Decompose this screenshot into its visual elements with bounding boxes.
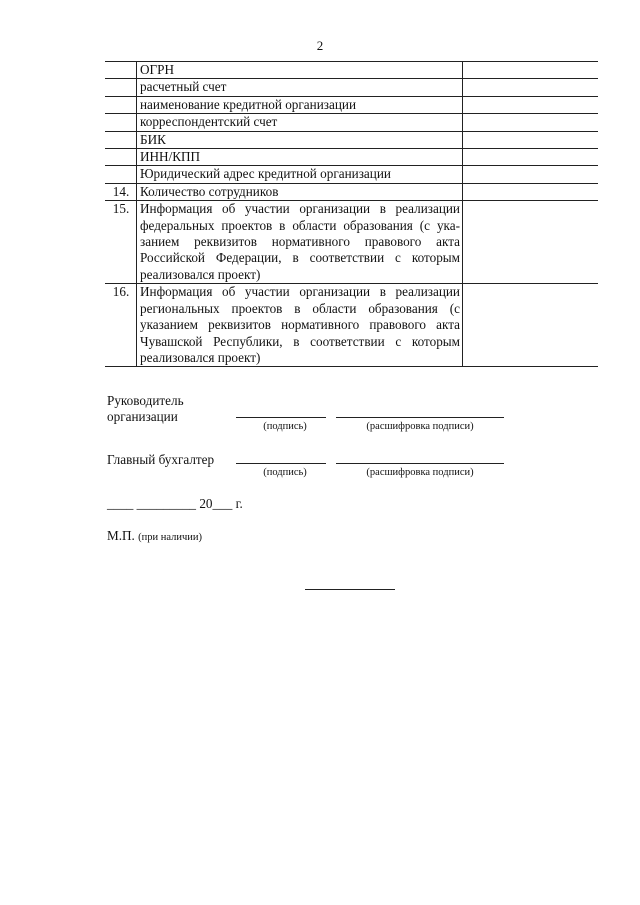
stamp-block [107, 528, 202, 544]
row-value-cell[interactable] [463, 149, 599, 166]
head-label-line1: Руководитель [107, 393, 184, 408]
accountant-decoding-line[interactable] [336, 463, 504, 464]
table-row [105, 62, 598, 79]
stamp-note: (при наличии) [138, 532, 202, 543]
row-value-cell[interactable] [463, 79, 599, 96]
accountant-signature-caption: (подпись) [263, 467, 307, 478]
organization-info-table [105, 61, 598, 367]
table-row [105, 96, 598, 113]
row-number [105, 114, 137, 131]
table-row [105, 284, 598, 367]
accountant-label: Главный бухгалтер [107, 452, 215, 467]
row-number [105, 149, 137, 166]
row-value-cell[interactable] [463, 284, 599, 367]
row-number: 15. [105, 201, 137, 284]
end-divider [305, 589, 395, 590]
row-label: корреспондентский счет [137, 114, 463, 131]
accountant-decoding-caption: (расшифровка подписи) [366, 467, 474, 478]
accountant-signature-line[interactable] [236, 463, 326, 464]
table-row [105, 201, 598, 284]
row-label: ОГРН [137, 62, 463, 79]
row-value-cell[interactable] [463, 131, 599, 148]
row-value-cell[interactable] [463, 183, 599, 200]
row-label: Количество сотрудников [137, 183, 463, 200]
row-value-cell[interactable] [463, 201, 599, 284]
row-label: наименование кредитной организации [137, 96, 463, 113]
head-decoding-line[interactable] [336, 417, 504, 418]
row-number: 16. [105, 284, 137, 367]
row-label: Юридический адрес кредитной организации [137, 166, 463, 183]
row-number [105, 166, 137, 183]
row-number [105, 131, 137, 148]
row-label: Информация об участии организации в реализации региональных проектов в области образования (с указанием реквизитов нормативного правового акта Чувашской Республики, в соответствии с которым реализовался проект) [137, 284, 463, 367]
table-row [105, 183, 598, 200]
row-value-cell[interactable] [463, 166, 599, 183]
row-value-cell[interactable] [463, 96, 599, 113]
row-label: БИК [137, 131, 463, 148]
table-row [105, 131, 598, 148]
date-field[interactable]: ____ _________ 20___ г. [107, 496, 243, 511]
table-row [105, 149, 598, 166]
table-row [105, 79, 598, 96]
head-label-line2: организации [107, 409, 178, 424]
row-label: расчетный счет [137, 79, 463, 96]
head-decoding-caption: (расшифровка подписи) [366, 421, 474, 432]
page-number: 2 [316, 38, 324, 53]
row-number [105, 96, 137, 113]
stamp-label: М.П. [107, 528, 135, 543]
table-row [105, 166, 598, 183]
row-number [105, 62, 137, 79]
row-number: 14. [105, 183, 137, 200]
head-signature-line[interactable] [236, 417, 326, 418]
head-signature-caption: (подпись) [263, 421, 307, 432]
row-number [105, 79, 137, 96]
table-row [105, 114, 598, 131]
row-value-cell[interactable] [463, 62, 599, 79]
row-label: Информация об участии организации в реализации федеральных проектов в области образования (с ука-занием реквизитов нормативного правового акта Российской Федерации, в соответствии с которым реализовался проект) [137, 201, 463, 284]
row-label: ИНН/КПП [137, 149, 463, 166]
row-value-cell[interactable] [463, 114, 599, 131]
